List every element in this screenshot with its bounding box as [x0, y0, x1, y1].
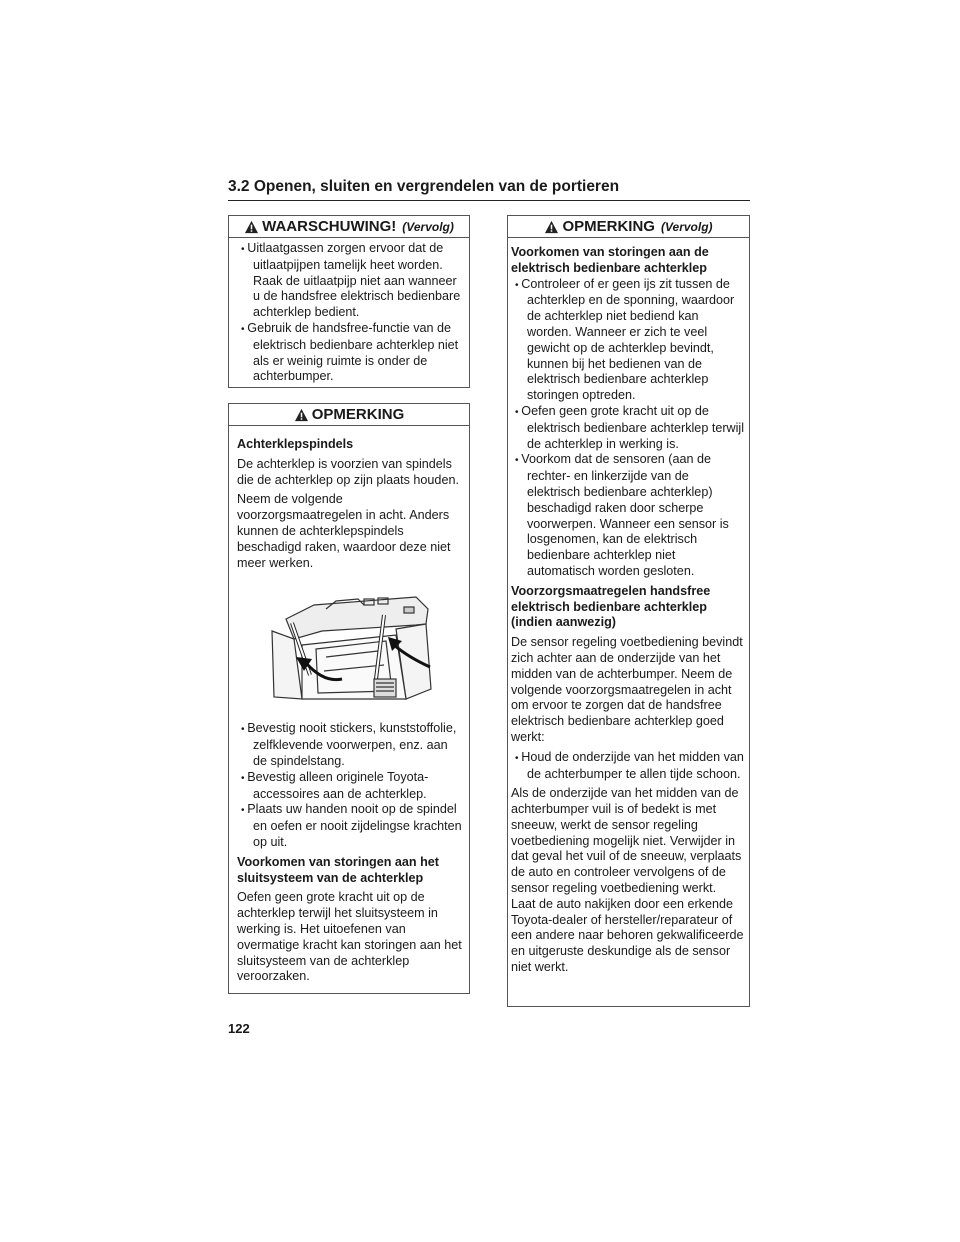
note-paragraph: De sensor regeling voetbediening bevindt zich achter aan de onderzijde van het midden van de achterbumper. Neem de volgende voorzorgsmaatregelen in acht om ervoor te zorgen dat de handsfree elektrisch bedienbare achterklep goed werkt:: [511, 635, 743, 744]
warning-icon: [244, 220, 259, 234]
note-box-right: [507, 215, 750, 1007]
note-title: OPMERKING: [311, 406, 405, 423]
warning-icon: [294, 408, 309, 422]
note-paragraph: Neem de volgende voorzorgsmaatregelen in acht. Anders kunnen de achterklepspindels beschadigd raken, waardoor deze niet meer werken.: [237, 492, 451, 570]
list-item: • Controleer of er geen ijs zit tussen de achterklep en de sponning, waardoor de achterklep niet bediend kan worden. Wanneer er zich te veel gewicht op de achterklep bevindt, kunnen bij het bedienen van de elektrisch bedienbare achterklep storingen optreden.: [511, 277, 744, 404]
note-paragraph: Als de onderzijde van het midden van de achterbumper vuil is of bedekt is met sneeuw, werkt de sensor regeling voetbediening mogelijk niet. Verwijder in dat geval het vuil of de sneeuw, verplaats de auto en controleer vervolgens of de sensor regeling voetbediening werkt. Laat de auto nakijken door een erkende Toyota-dealer of hersteller/reparateur of een andere naar behoren gekwalificeerde en uitgeruste deskundige als de sensor niet werkt.: [511, 786, 744, 975]
note-paragraph: De achterklep is voorzien van spindels die de achterklep op zijn plaats houden.: [237, 456, 459, 487]
warning-title: WAARSCHUWING!: [262, 218, 397, 235]
tailgate-diagram: [266, 579, 436, 707]
note-title: OPMERKING: [562, 218, 655, 235]
page-number: 122: [228, 1021, 250, 1036]
note-box-right-body: [508, 238, 749, 986]
list-item: • Voorkom dat de sensoren (aan de rechter- en linkerzijde van de elektrisch bedienbare achterklep) beschadigd raken door scherpe voorwerpen. Wanneer een sensor is losgenomen, kan de elektrisch bedienbare achterklep niet automatisch worden gesloten.: [511, 452, 744, 579]
note-paragraph: Oefen geen grote kracht uit op de achterklep terwijl het sluitsysteem in werking is. Het uitoefenen van overmatige kracht kan storingen aan het sluitsysteem van de achterklep veroorzaken.: [237, 890, 462, 984]
section-header: 3.2 Openen, sluiten en vergrendelen van de portieren: [228, 178, 750, 201]
note-continued: (Vervolg): [660, 219, 713, 234]
list-item: • Houd de onderzijde van het midden van de achterbumper te allen tijde schoon.: [511, 750, 744, 783]
list-item: • Plaats uw handen nooit op de spindel en oefen er nooit zijdelingse krachten op uit.: [237, 802, 464, 850]
list-item: • Uitlaatgassen zorgen ervoor dat de uitlaatpijpen tamelijk heet worden. Raak de uitlaatpijp niet aan wanneer u de handsfree elektrisch bedienbare achterklep bedient.: [237, 241, 464, 321]
list-item: • Bevestig nooit stickers, kunststoffolie, zelfklevende voorwerpen, enz. aan de spindelstang.: [237, 721, 464, 769]
note-box-left-body: [229, 426, 469, 995]
note-heading: Voorkomen van storingen aan de elektrisch bedienbare achterklep: [511, 245, 709, 275]
list-item: • Gebruik de handsfree-functie van de elektrisch bedienbare achterklep niet als er weinig ruimte is onder de achterbumper.: [237, 321, 464, 385]
note-heading: Voorkomen van storingen aan het sluitsysteem van de achterklep: [237, 854, 440, 885]
note-heading: Voorzorgsmaatregelen handsfree elektrisch bedienbare achterklep (indien aanwezig): [511, 583, 711, 630]
note-box-right-header: [508, 216, 749, 238]
warning-continued: (Vervolg): [402, 219, 454, 234]
note-heading: Achterklepspindels: [237, 437, 354, 451]
warning-body: [229, 238, 469, 391]
list-item: • Bevestig alleen originele Toyota-accessoires aan de achterklep.: [237, 770, 464, 803]
tailgate-illustration: [237, 579, 464, 707]
list-item: • Oefen geen grote kracht uit op de elektrisch bedienbare achterklep terwijl de achterklep in werking is.: [511, 404, 744, 452]
note-box-left: [228, 403, 470, 994]
warning-box: [228, 215, 470, 388]
warning-box-header: [229, 216, 469, 238]
note-box-left-header: [229, 404, 469, 426]
warning-icon: [544, 220, 559, 234]
